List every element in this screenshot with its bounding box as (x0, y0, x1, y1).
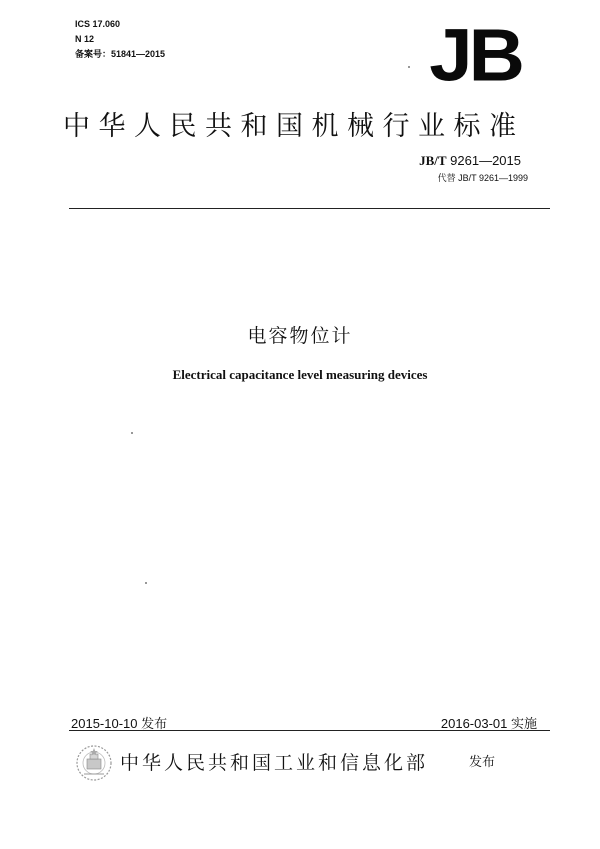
org-title: 中华人民共和国机械行业标准 (63, 111, 525, 142)
national-emblem-icon (75, 742, 113, 784)
scan-speck (131, 432, 133, 434)
record-number: 备案号：51841—2015 (75, 49, 166, 59)
document-title-zh: 电容物位计 (247, 325, 353, 347)
issue-date: 2015-10-10 发布 (71, 716, 168, 731)
publisher-name: 中华人民共和国工业和信息化部 (120, 752, 429, 774)
document-title-en: Electrical capacitance level measuring devices (172, 367, 428, 382)
bottom-divider (69, 730, 550, 731)
scan-speck (145, 582, 147, 584)
standard-number-prefix: JB/T (419, 153, 447, 168)
ics-code: ICS 17.060 (75, 19, 121, 29)
standard-number-value: 9261—2015 (450, 153, 521, 168)
ccs-code: N 12 (75, 34, 95, 44)
replaces-standard: 代替 JB/T 9261—1999 (437, 173, 528, 183)
publisher-suffix: 发布 (469, 755, 496, 770)
jb-logo: JB (429, 13, 521, 97)
implementation-date: 2016-03-01 实施 (440, 716, 537, 731)
standard-number (419, 153, 521, 169)
top-divider (69, 208, 550, 209)
scan-speck (408, 66, 410, 68)
